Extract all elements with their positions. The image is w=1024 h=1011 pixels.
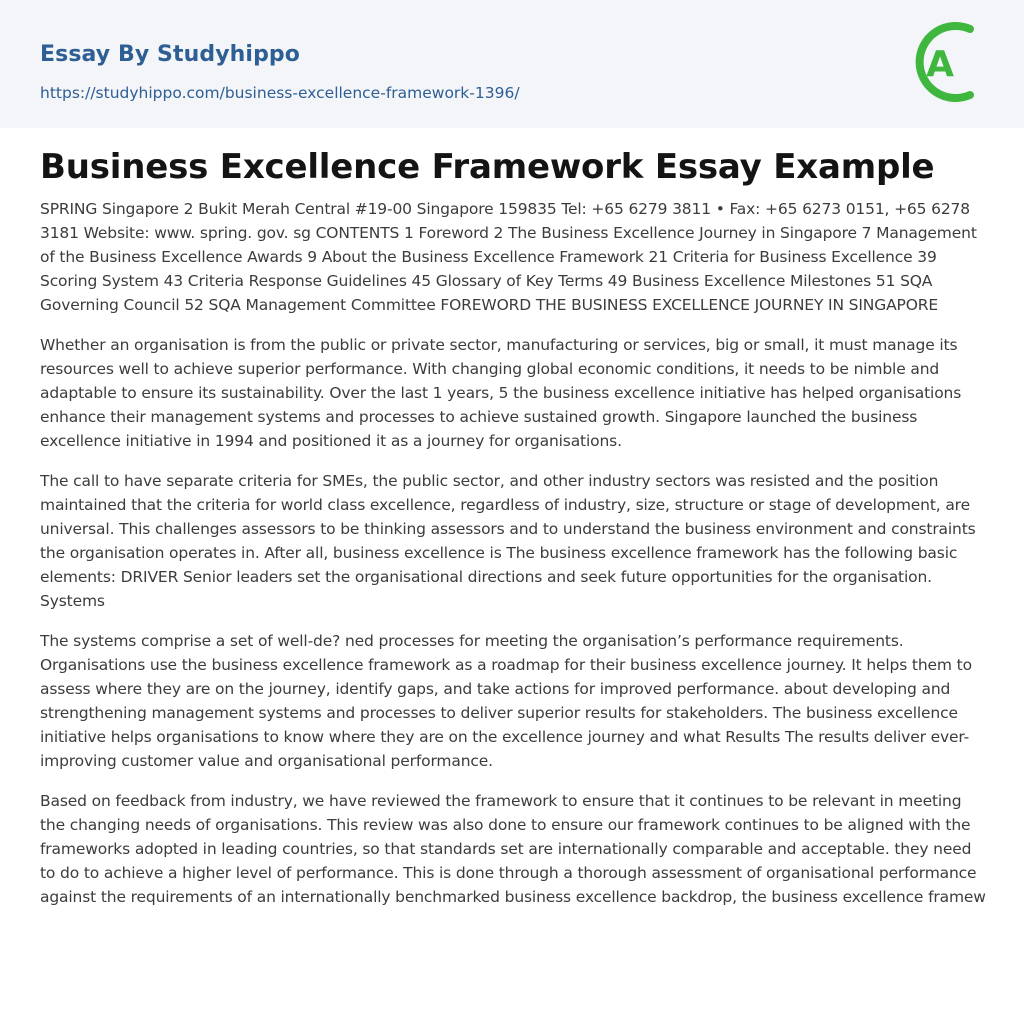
page-url-link[interactable]: https://studyhippo.com/business-excellence-framework-1396/ bbox=[40, 84, 520, 102]
logo-letter: A bbox=[926, 44, 954, 85]
site-title[interactable]: Essay By Studyhippo bbox=[40, 42, 300, 67]
paragraph-5: Based on feedback from industry, we have reviewed the framework to ensure that it continues to be relevant in meeting the changing needs of organisations. This review was also done to ensure our framework continues to be aligned with the frameworks adopted in leading countries, so that standards set are internationally comparable and acceptable. they need to do to achieve a higher level of performance. This is done through a thorough assessment of organisational performance against the requirements of an internationally benchmarked business excellence backdrop, the business excellence framew bbox=[40, 792, 986, 906]
paragraph-2: Whether an organisation is from the public or private sector, manufacturing or services, big or small, it must manage its resources well to achieve superior performance. With changing global economic conditions, it needs to be nimble and adaptable to ensure its sustainability. Over the last 1 years, 5 the business excellence initiative has helped organisations enhance their management systems and processes to achieve sustained growth. Singapore launched the business excellence initiative in 1994 and positioned it as a journey for organisations. bbox=[40, 336, 962, 450]
page-title: Business Excellence Framework Essay Example bbox=[40, 147, 935, 187]
article-body bbox=[40, 144, 988, 925]
studyhippo-logo-icon[interactable] bbox=[908, 16, 988, 108]
paragraph-1: SPRING Singapore 2 Bukit Merah Central #19-00 Singapore 159835 Tel: +65 6279 3811 • Fax: +65 6273 0151, +65 6278 3181 Website: www. spring. gov. sg CONTENTS 1 Foreword 2 The Business Excellence Journey in Singapore 7 Management of the Business Excellence Awards 9 About the Business Excellence Framework 21 Criteria for Business Excellence 39 Scoring System 43 Criteria Response Guidelines 45 Glossary of Key Terms 49 Business Excellence Milestones 51 SQA Governing Council 52 SQA Management Committee FOREWORD THE BUSINESS EXCELLENCE JOURNEY IN SINGAPORE bbox=[40, 200, 977, 314]
site-header bbox=[0, 0, 1024, 128]
paragraph-4: The systems comprise a set of well-de? ned processes for meeting the organisation’s performance requirements. Organisations use the business excellence framework as a roadmap for their business excellence journey. It helps them to assess where they are on the journey, identify gaps, and take actions for improved performance. about developing and strengthening management systems and processes to deliver superior results for stakeholders. The business excellence initiative helps organisations to know where they are on the excellence journey and what Results The results deliver ever-improving customer value and organisational performance. bbox=[40, 632, 972, 770]
paragraph-3: The call to have separate criteria for SMEs, the public sector, and other industry sectors was resisted and the position maintained that the criteria for world class excellence, regardless of industry, size, structure or stage of development, are universal. This challenges assessors to be thinking assessors and to understand the business environment and constraints the organisation operates in. After all, business excellence is The business excellence framework has the following basic elements: DRIVER Senior leaders set the organisational directions and seek future opportunities for the organisation. Systems bbox=[40, 472, 976, 610]
